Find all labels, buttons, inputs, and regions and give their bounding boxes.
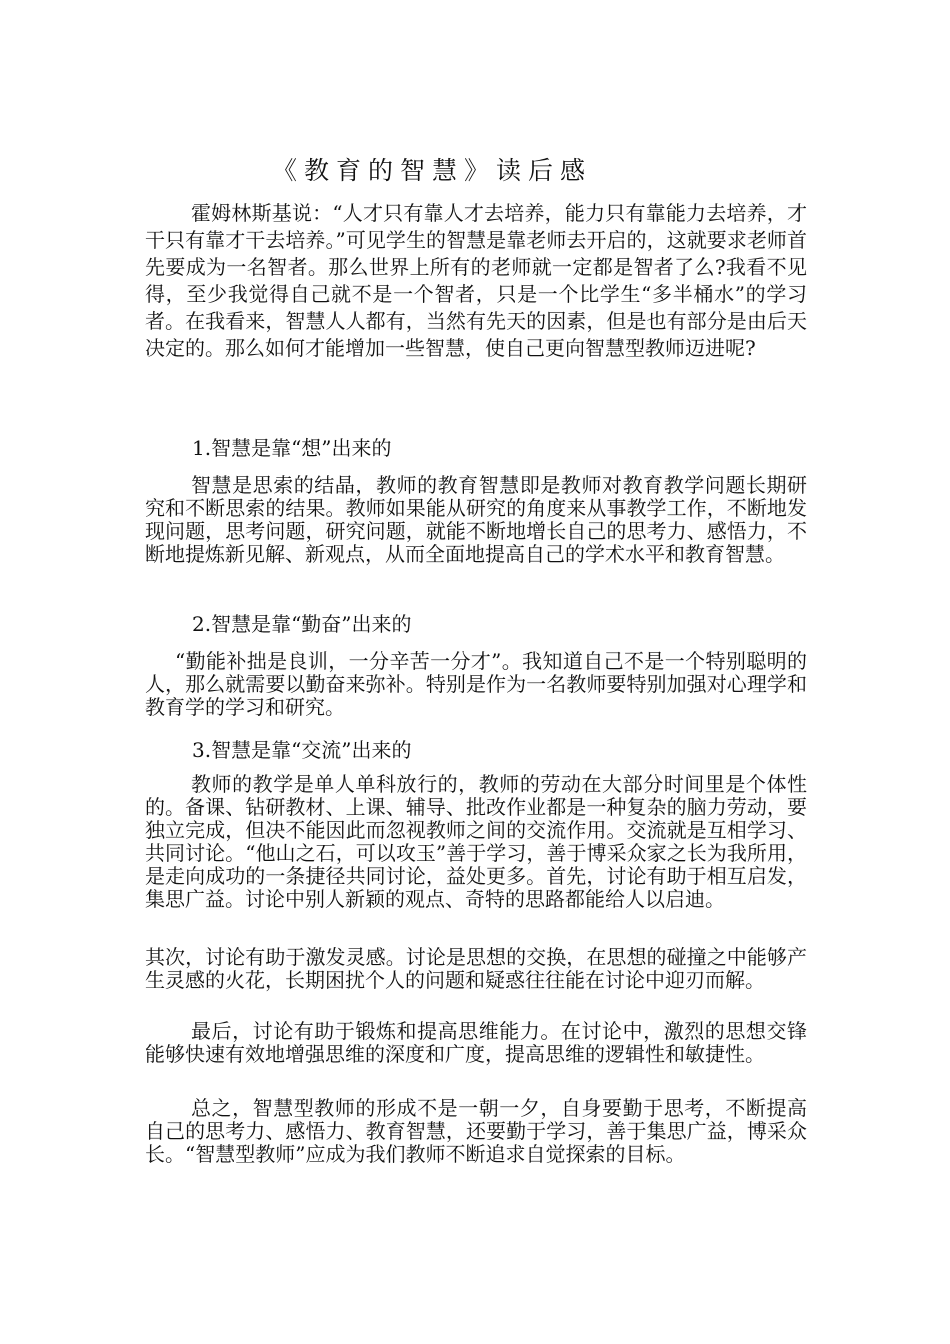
section-heading-3: 3.智慧是靠“交流”出来的 (192, 738, 412, 762)
section-heading-1: 1.智慧是靠“想”出来的 (192, 436, 392, 460)
section-heading-2: 2.智慧是靠“勤奋”出来的 (192, 612, 412, 636)
paragraph-section-1: 智慧是思索的结晶，教师的教育智慧即是教师对教育教学问题长期研究和不断思索的结果。教师如果能从研究的角度来从事教学工作，不断地发现问题，思考问题，研究问题，就能不断地增长自己的思考力、感悟力，不断地提炼新见解、新观点，从而全面地提高自己的学术水平和教育智慧。 (145, 473, 807, 566)
paragraph-conclusion: 总之，智慧型教师的形成不是一朝一夕，自身要勤于思考，不断提高自己的思考力、感悟力、教育智慧，还要勤于学习，善于集思广益，博采众长。“智慧型教师”应成为我们教师不断追求自觉探索的目标。 (145, 1096, 807, 1166)
paragraph-intro: 霍姆林斯基说：“人才只有靠人才去培养，能力只有靠能力去培养，才干只有靠才干去培养。”可见学生的智慧是靠老师去开启的，这就要求老师首先要成为一名智者。那么世界上所有的老师就一定都是智者了么?我看不见得，至少我觉得自己就不是一个智者，只是一个比学生“多半桶水”的学习者。在我看来，智慧人人都有，当然有先天的因素，但是也有部分是由后天决定的。那么如何才能增加一些智慧，使自己更向智慧型教师迈进呢? (145, 201, 807, 360)
paragraph-section-3: 教师的教学是单人单科放行的，教师的劳动在大部分时间里是个体性的。备课、钻研教材、上课、辅导、批改作业都是一种复杂的脑力劳动，要独立完成，但决不能因此而忽视教师之间的交流作用。交流就是互相学习、共同讨论。“他山之石，可以攻玉”善于学习，善于博采众家之长为我所用，是走向成功的一条捷径共同讨论，益处更多。首先，讨论有助于相互启发，集思广益。讨论中别人新颖的观点、奇特的思路都能给人以启迪。 (145, 772, 807, 911)
document-title: 《教育的智慧》读后感 (272, 156, 593, 185)
paragraph-finally: 最后，讨论有助于锻炼和提高思维能力。在讨论中，激烈的思想交锋能够快速有效地增强思维的深度和广度，提高思维的逻辑性和敏捷性。 (145, 1019, 807, 1066)
paragraph-section-2: “勤能补拙是良训，一分辛苦一分才”。我知道自己不是一个特别聪明的人，那么就需要以勤奋来弥补。特别是作为一名教师要特别加强对心理学和教育学的学习和研究。 (145, 649, 807, 719)
paragraph-secondly: 其次，讨论有助于激发灵感。讨论是思想的交换，在思想的碰撞之中能够产生灵感的火花，长期困扰个人的问题和疑惑往往能在讨论中迎刃而解。 (145, 945, 807, 992)
